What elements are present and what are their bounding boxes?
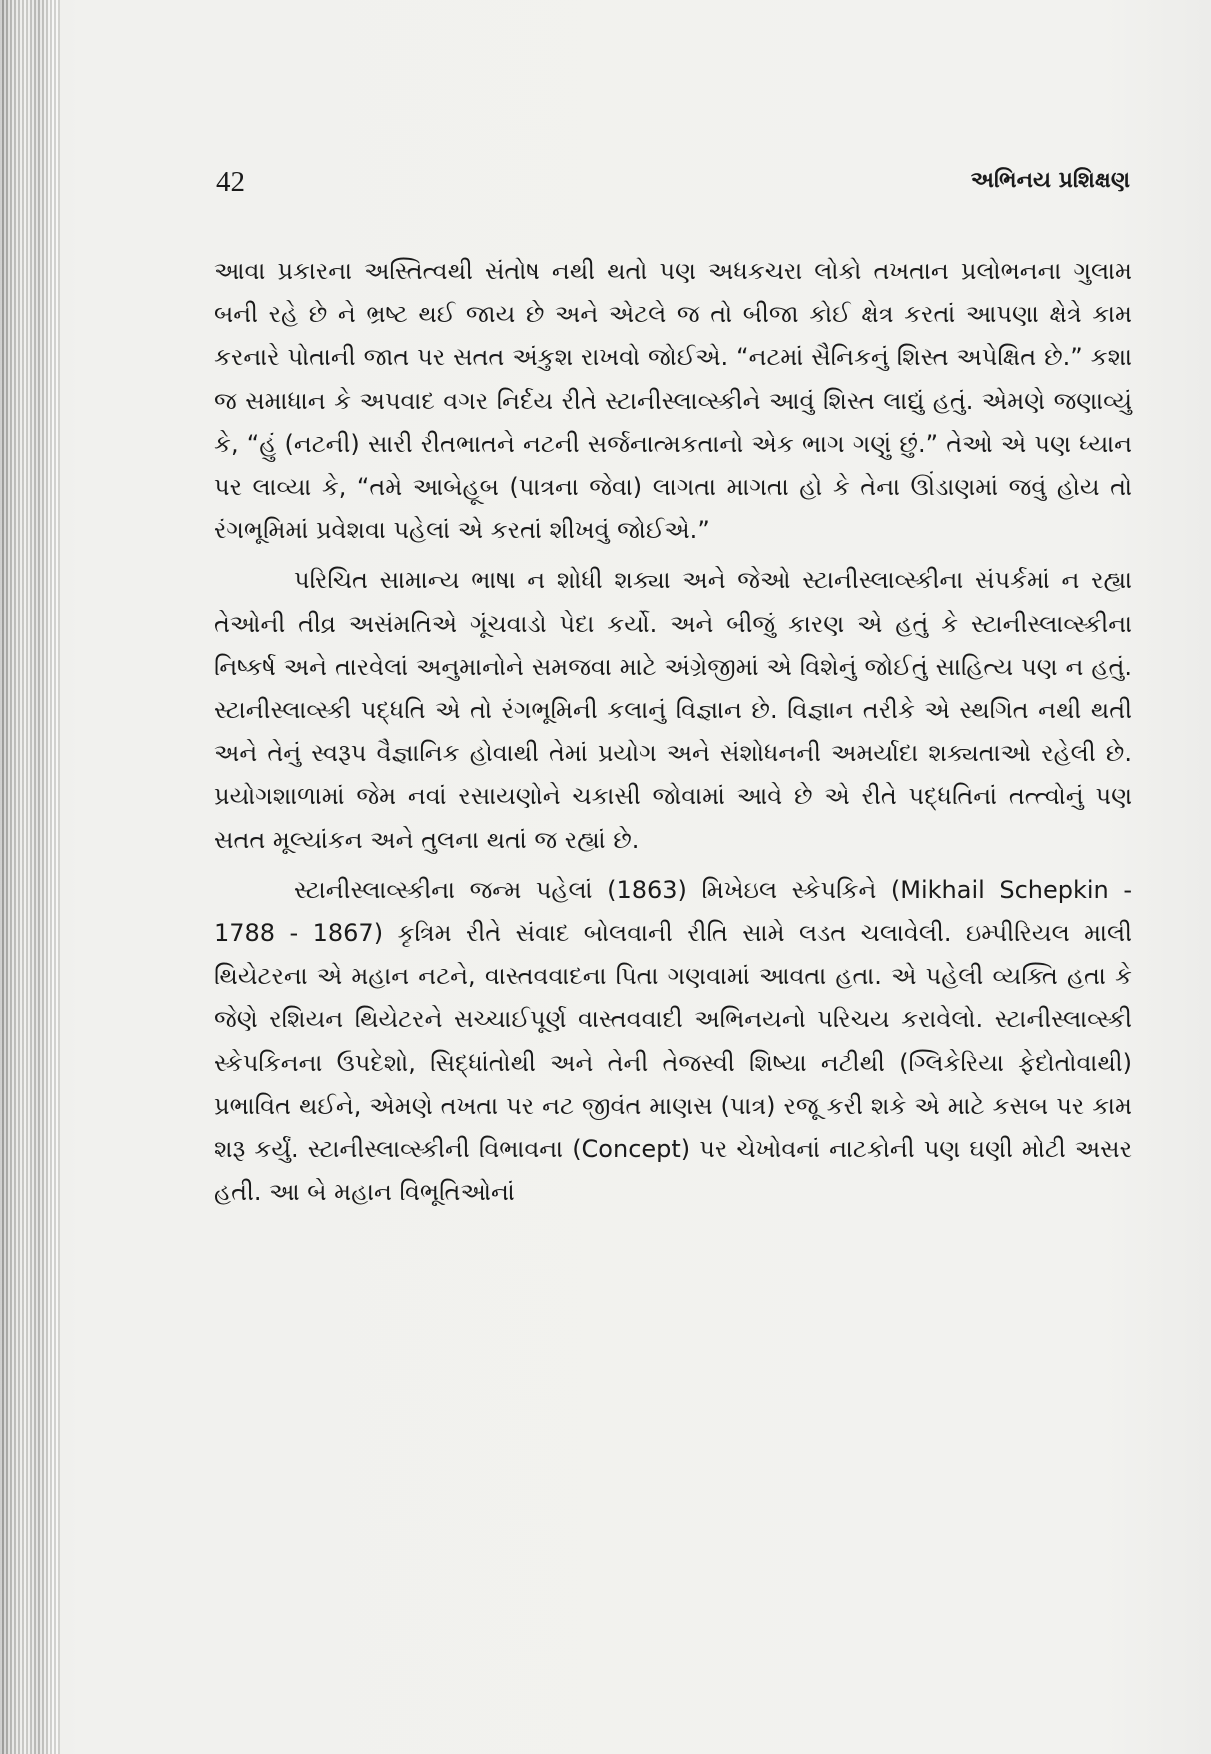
paragraph: પરિચિત સામાન્ય ભાષા ન શોધી શક્યા અને જેઓ સ્ટાનીસ્લાવ્સ્કીના સંપર્કમાં ન રહ્યા તેઓની તીવ્ર અસંમતિએ ગૂંચવાડો પેદા કર્યો. અને બીજું કારણ એ હતું કે સ્ટાનીસ્લાવ્સ્કીના નિષ્કર્ષ અને તારવેલાં અનુમાનોને સમજવા માટે અંગ્રેજીમાં એ વિશેનું જોઈતું સાહિત્ય પણ ન હતું. સ્ટાનીસ્લાવ્સ્કી પદ્ધતિ એ તો રંગભૂમિની કલાનું વિજ્ઞાન છે. વિજ્ઞાન તરીકે એ સ્થગિત નથી થતી અને તેનું સ્વરૂપ વૈજ્ઞાનિક હોવાથી તેમાં પ્રયોગ અને સંશોધનની અમર્યાદા શક્યતાઓ રહેલી છે. પ્રયોગશાળામાં જેમ નવાં રસાયણોને ચકાસી જોવામાં આવે છે એ રીતે પદ્ધતિનાં તત્ત્વોનું પણ સતત મૂલ્યાંકન અને તુલના થતાં જ રહ્યાં છે. [214, 566, 1132, 854]
body-text [214, 250, 1132, 1214]
paragraph: સ્ટાનીસ્લાવ્સ્કીના જન્મ પહેલાં (1863) મિખેઇલ સ્કેપકિને (Mikhail Schepkin - 1788 - 1867) કૃત્રિમ રીતે સંવાદ બોલવાની રીતિ સામે લડત ચલાવેલી. ઇમ્પીરિયલ માલી થિયેટરના એ મહાન નટને, વાસ્તવવાદના પિતા ગણવામાં આવતા હતા. એ પહેલી વ્યક્તિ હતા કે જેણે રશિયન થિયેટરને સચ્ચાઈપૂર્ણ વાસ્તવવાદી અભિનયનો પરિચય કરાવેલો. સ્ટાનીસ્લાવ્સ્કી સ્કેપકિનના ઉપદેશો, સિદ્ધાંતોથી અને તેની તેજસ્વી શિષ્યા નટીથી (ગ્લિકેરિયા ફેદોતોવાથી) પ્રભાવિત થઈને, એમણે તખતા પર નટ જીવંત માણસ (પાત્ર) રજૂ કરી શકે એ માટે કસબ પર કામ શરૂ કર્યું. સ્ટાનીસ્લાવ્સ્કીની વિભાવના (Concept) પર ચેખોવનાં નાટકોની પણ ઘણી મોટી અસર હતી. આ બે મહાન વિભૂતિઓનાં [214, 875, 1132, 1207]
running-header [216, 166, 1130, 206]
book-title: અભિનય પ્રશિક્ષણ [970, 168, 1130, 193]
page-stack-edge [0, 0, 60, 1754]
paragraph: આવા પ્રકારના અસ્તિત્વથી સંતોષ નથી થતો પણ અધકચરા લોકો તખતાન પ્રલોભનના ગુલામ બની રહે છે ને ભ્રષ્ટ થઈ જાય છે અને એટલે જ તો બીજા કોઈ ક્ષેત્ર કરતાં આપણા ક્ષેત્રે કામ કરનારે પોતાની જાત પર સતત અંકુશ રાખવો જોઈએ. “નટમાં સૈનિકનું શિસ્ત અપેક્ષિત છે.” કશા જ સમાધાન કે અપવાદ વગર નિર્દય રીતે સ્ટાનીસ્લાવ્સ્કીને આવું શિસ્ત લાદ્યું હતું. એમણે જણાવ્યું કે, “હું (નટની) સારી રીતભાતને નટની સર્જનાત્મકતાનો એક ભાગ ગણું છું.” તેઓ એ પણ ધ્યાન પર લાવ્યા કે, “તમે આબેહૂબ (પાત્રના જેવા) લાગતા માગતા હો કે તેના ઊંડાણમાં જવું હોય તો રંગભૂમિમાં પ્રવેશવા પહેલાં એ કરતાં શીખવું જોઈએ.” [214, 257, 1132, 545]
page-number: 42 [216, 166, 245, 198]
